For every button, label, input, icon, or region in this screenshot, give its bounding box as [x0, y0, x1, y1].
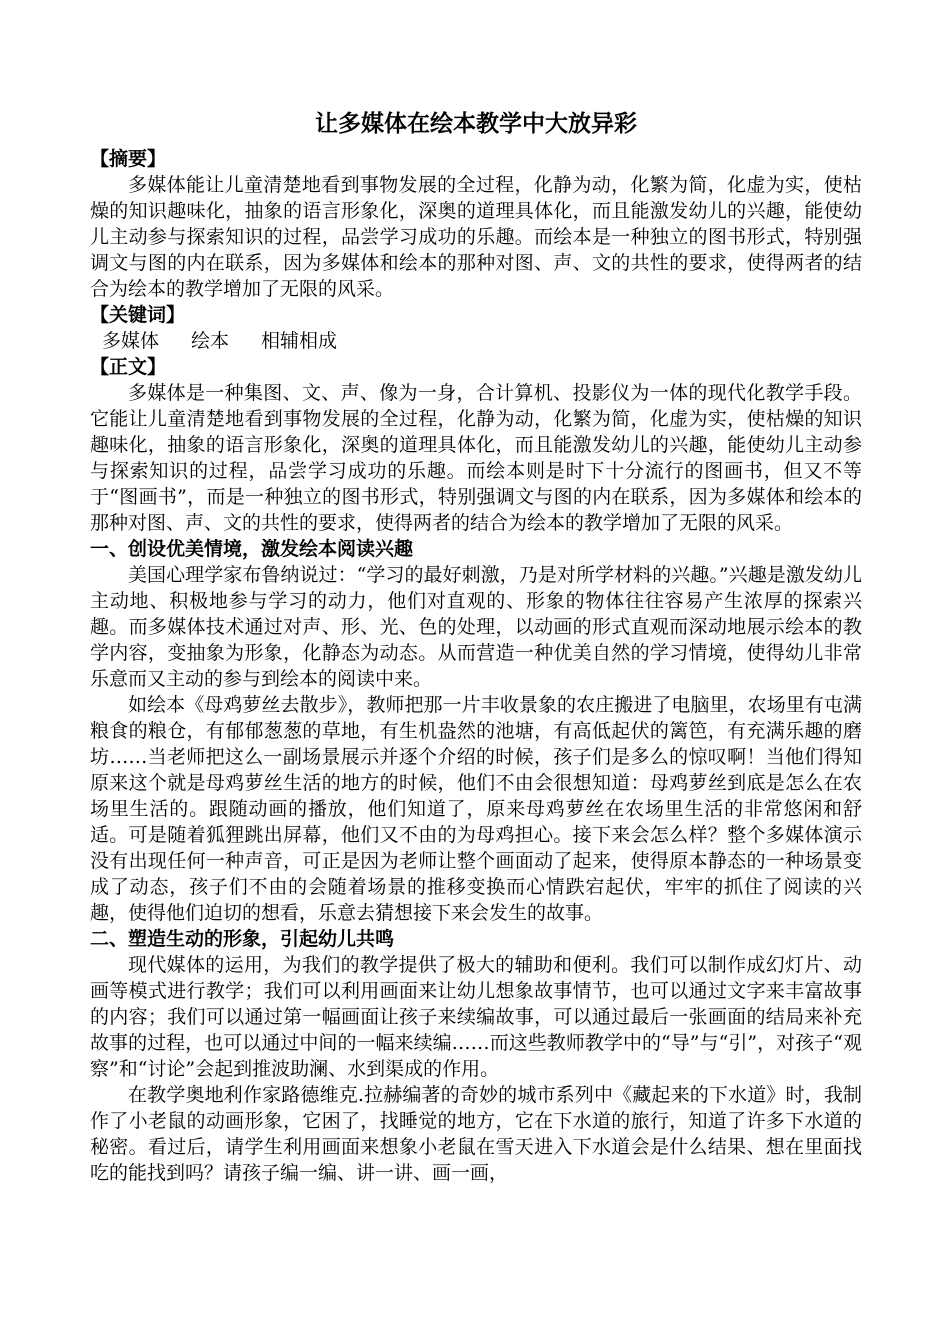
- keywords-list: [90, 328, 862, 354]
- section-paragraph: 现代媒体的运用，为我们的教学提供了极大的辅助和便利。我们可以制作成幻灯片、动画等模式进行教学；我们可以利用画面来让幼儿想象故事情节，也可以通过文字来丰富故事的内容；我们可以通过第一幅画面让孩子来续编故事，可以通过最后一张画面的结局来补充故事的过程，也可以通过中间的一幅来续编……而这些教师教学中的“导”与“引”，对孩子“观察”和“讨论”会起到推波助澜、水到渠成的作用。: [90, 954, 862, 1080]
- keywords-label: 【关键词】: [90, 304, 186, 326]
- abstract-text: 多媒体能让儿童清楚地看到事物发展的全过程，化静为动，化繁为简，化虚为实，使枯燥的知识趣味化，抽象的语言形象化，深奥的道理具体化，而且能激发幼儿的兴趣，能使幼儿主动参与探索知识的过程，品尝学习成功的乐趣。而绘本是一种独立的图书形式，特别强调文与图的内在联系，因为多媒体和绘本的那种对图、声、文的共性的要求，使得两者的结合为绘本的教学增加了无限的风采。: [90, 174, 862, 300]
- section-paragraph: 在教学奥地利作家路德维克.拉赫编著的奇妙的城市系列中《藏起来的下水道》时，我制作了小老鼠的动画形象，它困了，找睡觉的地方，它在下水道的旅行，知道了许多下水道的秘密。看过后，请学生利用画面来想象小老鼠在雪天进入下水道会是什么结果、想在里面找吃的能找到吗？请孩子编一编、讲一讲、画一画，: [90, 1084, 862, 1184]
- section-paragraph: 美国心理学家布鲁纳说过：“学习的最好刺激，乃是对所学材料的兴趣。”兴趣是激发幼儿主动地、积极地参与学习的动力，他们对直观的、形象的物体往往容易产生浓厚的探索兴趣。而多媒体技术通过对声、形、光、色的处理，以动画的形式直观而深动地展示绘本的教学内容，变抽象为形象，化静态为动态。从而营造一种优美自然的学习情境，使得幼儿非常乐意而又主动的参与到绘本的阅读中来。: [90, 564, 862, 690]
- section-heading: 二、塑造生动的形象，引起幼儿共鸣: [90, 928, 395, 950]
- document-title: 让多媒体在绘本教学中大放异彩: [315, 110, 637, 137]
- body-intro-paragraph: 多媒体是一种集图、文、声、像为一身，合计算机、投影仪为一体的现代化教学手段。它能让儿童清楚地看到事物发展的全过程，化静为动，化繁为简，化虚为实，使枯燥的知识趣味化，抽象的语言形象化，深奥的道理具体化，而且能激发幼儿的兴趣，能使幼儿主动参与探索知识的过程，品尝学习成功的乐趣。而绘本则是时下十分流行的图画书，但又不等于“图画书”，而是一种独立的图书形式，特别强调文与图的内在联系，因为多媒体和绘本的那种对图、声、文的共性的要求，使得两者的结合为绘本的教学增加了无限的风采。: [90, 382, 862, 534]
- keyword-item: 多媒体: [102, 330, 160, 352]
- abstract-label: 【摘要】: [90, 148, 167, 170]
- document-page: [90, 108, 862, 1186]
- section-paragraph: 如绘本《母鸡萝丝去散步》，教师把那一片丰收景象的农庄搬进了电脑里，农场里有屯满粮食的粮仓，有郁郁葱葱的草地，有生机盎然的池塘，有高低起伏的篱笆，有充满乐趣的磨坊……当老师把这么一副场景展示并逐个介绍的时候，孩子们是多么的惊叹啊！当他们得知原来这个就是母鸡萝丝生活的地方的时候，他们不由会很想知道：母鸡萝丝到底是怎么在农场里生活的。跟随动画的播放，他们知道了，原来母鸡萝丝在农场里生活的非常悠闲和舒适。可是随着狐狸跳出屏幕，他们又不由的为母鸡担心。接下来会怎么样？整个多媒体演示没有出现任何一种声音，可正是因为老师让整个画面动了起来，使得原本静态的一种场景变成了动态，孩子们不由的会随着场景的推移变换而心情跌宕起伏，牢牢的抓住了阅读的兴趣，使得他们迫切的想看，乐意去猜想接下来会发生的故事。: [90, 694, 862, 924]
- section-heading: 一、创设优美情境，激发绘本阅读兴趣: [90, 538, 414, 560]
- keyword-item: 相辅相成: [261, 330, 338, 352]
- keyword-item: 绘本: [191, 330, 230, 352]
- body-label: 【正文】: [90, 356, 167, 378]
